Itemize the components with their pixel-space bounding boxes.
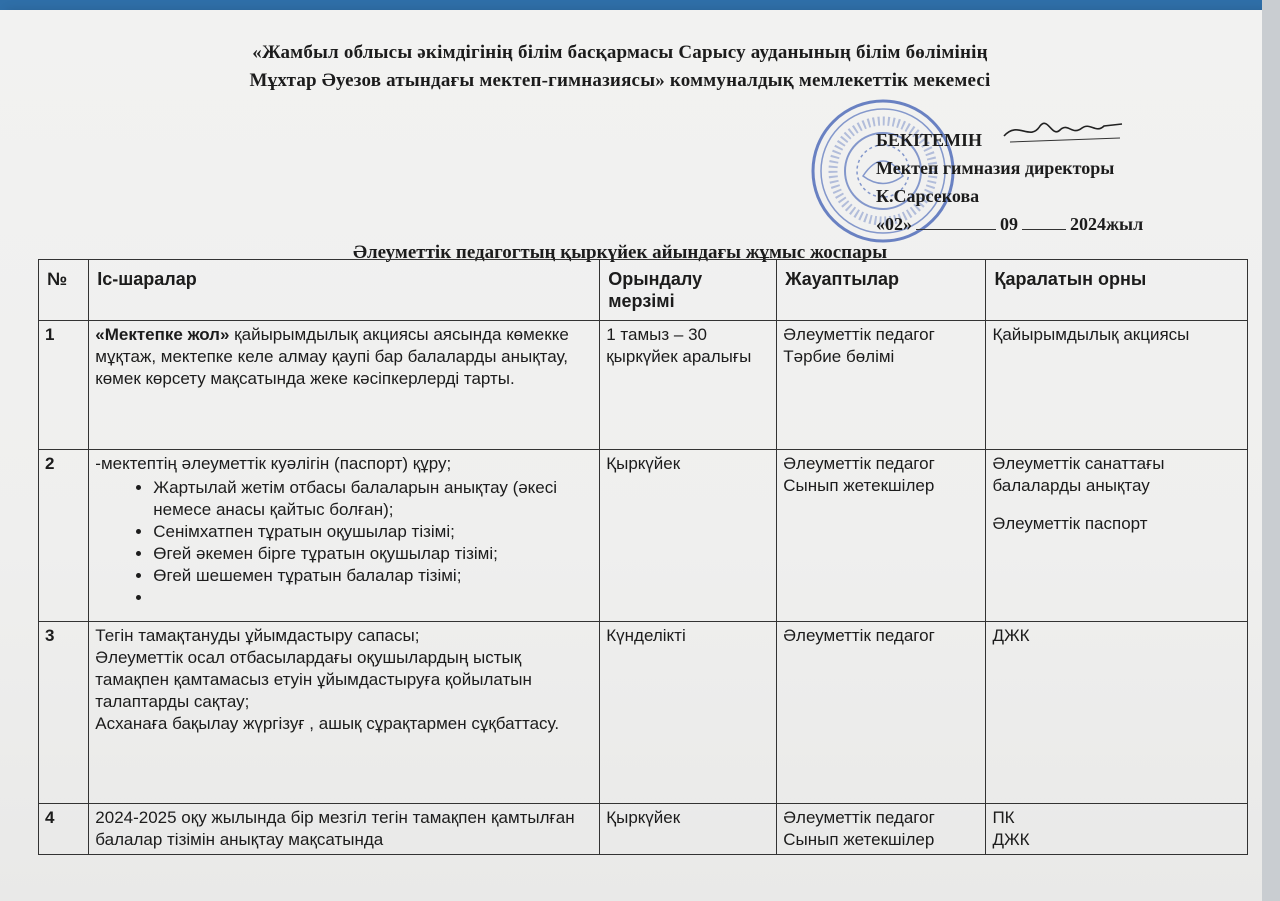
responsible-line: Әлеуметтік педагог [783,325,935,344]
activity-text: Әлеуметтік осал отбасылардағы оқушылардың ыстық тамақпен қамтамасыз етуін ұйымдастыруға қойылатын талаптарды сақтау; [95,648,532,711]
place-line: ПК [992,808,1015,827]
place-gap [992,497,1241,513]
list-item [153,587,593,609]
responsible-cell [777,622,986,804]
table-header-row [39,260,1248,321]
column-header-place: Қаралатын орны [986,260,1248,321]
column-header-responsible: Жауаптылар [777,260,986,321]
approval-title: БЕКІТЕМІН [876,130,982,150]
top-edge-strip [0,0,1280,10]
responsible-cell [777,804,986,855]
place-line: Әлеуметтік паспорт [992,514,1148,533]
approval-position: Мектеп гимназия директоры [876,158,1115,178]
column-header-activity: Іс-шаралар [89,260,600,321]
plan-title: Әлеуметтік педагогтың қыркүйек айындағы жұмыс жоспары [352,242,888,263]
row-number: 1 [39,321,89,450]
activity-text: қайырымдылық акциясы аясында көмекке мұқтаж, мектепке келе алмау қаупі бар балаларды анықтау, көмек көрсету мақсатында жеке кәсіпкерлерді тарты. [95,325,569,388]
activity-text: Асханаға бақылау жүргізуғ , ашық сұрақтармен сұқбаттасу. [95,714,560,733]
responsible-line: Әлеуметтік педагог [783,454,935,473]
table-row [39,622,1248,804]
place-cell [986,321,1248,450]
activity-bullet-list [95,477,593,609]
row-number: 3 [39,622,89,804]
responsible-cell [777,321,986,450]
institution-header-line-1: «Жамбыл облысы әкімдігінің білім басқармасы Сарысу ауданының білім бөлімінің [252,42,988,63]
activity-cell [89,321,600,450]
place-line: ДЖК [992,626,1030,645]
place-line: ДЖК [992,830,1030,849]
table-row [39,804,1248,855]
row-number: 4 [39,804,89,855]
approval-day: «02» [876,214,912,234]
responsible-line: Әлеуметтік педагог [783,626,935,645]
term-cell: Қыркүйек [600,450,777,622]
activity-text: -мектептің әлеуметтік куәлігін (паспорт) құру; [95,454,452,473]
activity-cell: 2024-2025 оқу жылында бір мезгіл тегін тамақпен қамтылған балалар тізімін анықтау мақсатында [89,804,600,855]
list-item: • Сенімхатпен тұратын оқушылар тізімі; [153,521,593,543]
list-item: • Өгей шешемен тұратын балалар тізімі; [153,565,593,587]
place-line: Қайырымдылық акциясы [992,325,1190,344]
activity-bold: «Мектепке жол» [95,325,230,344]
approval-date [876,210,1143,238]
table-row [39,321,1248,450]
place-cell [986,622,1248,804]
institution-header-line-2: Мұхтар Әуезов атындағы мектеп-гимназиясы» коммуналдық мемлекеттік мекемесі [249,70,991,91]
activity-cell [89,450,600,622]
list-item: • Өгей әкемен бірге тұратын оқушылар тізімі; [153,543,593,565]
table-row [39,450,1248,622]
approval-date-line-2 [1022,229,1066,230]
approval-year: 2024жыл [1070,214,1144,234]
place-line: Әлеуметтік санаттағы балаларды анықтау [992,454,1165,495]
place-cell [986,450,1248,622]
activity-text: Тегін тамақтануды ұйымдастыру сапасы; [95,626,420,645]
responsible-line: Әлеуметтік педагог [783,808,935,827]
approval-date-line [916,229,996,230]
responsible-cell [777,450,986,622]
column-header-term: Орындалу мерзімі [600,260,777,321]
term-cell: 1 тамыз – 30 қыркүйек аралығы [600,321,777,450]
responsible-line: Сынып жетекшілер [783,476,935,495]
row-number: 2 [39,450,89,622]
approval-month: 09 [1000,214,1018,234]
term-cell: Қыркүйек [600,804,777,855]
term-cell: Күнделікті [600,622,777,804]
responsible-line: Сынып жетекшілер [783,830,935,849]
list-item: • Жартылай жетім отбасы балаларын анықтау (әкесі немесе анасы қайтыс болған); [153,477,593,521]
place-cell [986,804,1248,855]
page-edge [1262,0,1280,901]
column-header-no: № [39,260,89,321]
responsible-line: Тәрбие бөлімі [783,347,895,366]
approval-name: К.Сарсекова [876,186,980,206]
work-plan-table [38,259,1248,855]
activity-cell [89,622,600,804]
approval-block [876,126,1143,238]
